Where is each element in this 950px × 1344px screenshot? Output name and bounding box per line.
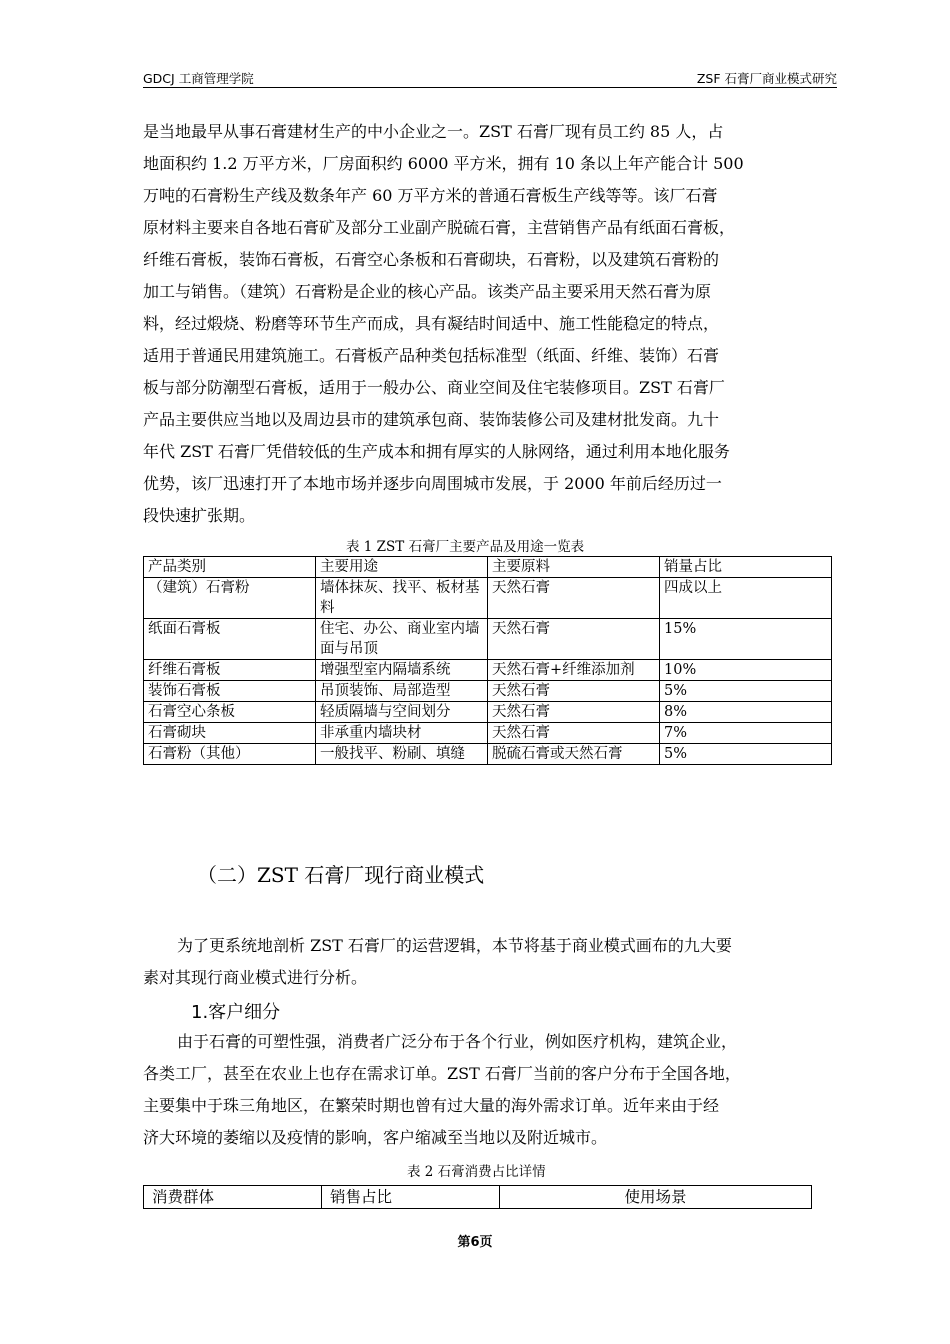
table-header-row <box>144 557 832 578</box>
customer-paragraph <box>143 1026 843 1154</box>
share-cell: 15% <box>660 619 832 660</box>
text-line: 主要集中于珠三角地区，在繁荣时期也曾有过大量的海外需求订单。近年来由于经 <box>143 1096 720 1115</box>
product-category-cell: 纸面石膏板 <box>144 619 316 660</box>
text-line: 年代 ZST 石膏厂凭借较低的生产成本和拥有厚实的人脉网络，通过利用本地化服务 <box>143 442 730 461</box>
text-line: 素对其现行商业模式进行分析。 <box>143 968 368 987</box>
text-line: 原材料主要来自各地石膏矿及部分工业副产脱硫石膏，主营销售产品有纸面石膏板， <box>143 218 736 237</box>
usage-cell: 非承重内墙块材 <box>316 723 488 744</box>
text-line: 由于石膏的可塑性强，消费者广泛分布于各个行业，例如医疗机构，建筑企业， <box>177 1032 738 1051</box>
usage-cell: 住宅、办公、商业室内墙面与吊顶 <box>316 619 488 660</box>
table-header-row <box>144 1186 812 1209</box>
material-cell: 天然石膏 <box>488 723 660 744</box>
header-cell: 产品类别 <box>144 557 316 578</box>
product-category-cell: 石膏砌块 <box>144 723 316 744</box>
table-row <box>144 619 832 660</box>
text-line: 优势，该厂迅速打开了本地市场并逐步向周围城市发展，于 2000 年前后经历过一 <box>143 474 722 493</box>
product-category-cell: （建筑）石膏粉 <box>144 578 316 619</box>
header-cell: 消费群体 <box>144 1186 322 1209</box>
share-cell: 5% <box>660 681 832 702</box>
text-line: 适用于普通民用建筑施工。石膏板产品种类包括标准型（纸面、纤维、装饰）石膏 <box>143 346 720 365</box>
product-category-cell: 纤维石膏板 <box>144 660 316 681</box>
text-line: 料，经过煅烧、粉磨等环节生产而成，具有凝结时间适中、施工性能稳定的特点， <box>143 314 720 333</box>
header-right-text: ZSF 石膏厂商业模式研究 <box>696 71 837 86</box>
table2-caption: 表 2 石膏消费占比详情 <box>407 1164 546 1180</box>
table-row <box>144 578 832 619</box>
table-row <box>144 660 832 681</box>
product-category-cell: 石膏空心条板 <box>144 702 316 723</box>
text-line: 各类工厂，甚至在农业上也存在需求订单。ZST 石膏厂当前的客户分布于全国各地， <box>143 1064 741 1083</box>
products-table <box>143 556 832 765</box>
intro-paragraph <box>143 116 843 532</box>
header-cell: 主要原料 <box>488 557 660 578</box>
page-header <box>143 67 837 88</box>
text-line: 为了更系统地剖析 ZST 石膏厂的运营逻辑，本节将基于商业模式画布的九大要 <box>177 936 732 955</box>
header-cell: 销量占比 <box>660 557 832 578</box>
share-cell: 7% <box>660 723 832 744</box>
text-line: 万吨的石膏粉生产线及数条年产 60 万平方米的普通石膏板生产线等等。该厂石膏 <box>143 186 718 205</box>
header-cell: 主要用途 <box>316 557 488 578</box>
share-cell: 8% <box>660 702 832 723</box>
usage-cell: 增强型室内隔墙系统 <box>316 660 488 681</box>
usage-cell: 轻质隔墙与空间划分 <box>316 702 488 723</box>
table-row <box>144 723 832 744</box>
material-cell: 脱硫石膏或天然石膏 <box>488 744 660 765</box>
text-line: 加工与销售。（建筑）石膏粉是企业的核心产品。该类产品主要采用天然石膏为原 <box>143 282 712 301</box>
text-line: 济大环境的萎缩以及疫情的影响，客户缩减至当地以及附近城市。 <box>143 1128 608 1147</box>
header-left-text: GDCJ 工商管理学院 <box>143 71 254 86</box>
product-category-cell: 装饰石膏板 <box>144 681 316 702</box>
usage-cell: 墙体抹灰、找平、板材基料 <box>316 578 488 619</box>
text-line: 产品主要供应当地以及周边县市的建筑承包商、装饰装修公司及建材批发商。九十 <box>143 410 720 429</box>
text-line: 地面积约 1.2 万平方米，厂房面积约 6000 平方米，拥有 10 条以上年产能合计 500 <box>143 154 744 173</box>
text-line: 板与部分防潮型石膏板，适用于一般办公、商业空间及住宅装修项目。ZST 石膏厂 <box>143 378 725 397</box>
table-row <box>144 681 832 702</box>
material-cell: 天然石膏 <box>488 681 660 702</box>
header-cell: 销售占比 <box>322 1186 500 1209</box>
material-cell: 天然石膏 <box>488 578 660 619</box>
text-line: 纤维石膏板，装饰石膏板，石膏空心条板和石膏砌块，石膏粉，以及建筑石膏粉的 <box>143 250 720 269</box>
table1-caption: 表 1 ZST 石膏厂主要产品及用途一览表 <box>346 539 585 555</box>
material-cell: 天然石膏 <box>488 619 660 660</box>
text-line: 是当地最早从事石膏建材生产的中小企业之一。ZST 石膏厂现有员工约 85 人，占 <box>143 122 724 141</box>
section-paragraph <box>143 930 843 994</box>
share-cell: 10% <box>660 660 832 681</box>
text-line: 段快速扩张期。 <box>143 506 256 525</box>
table-row <box>144 702 832 723</box>
table-row <box>144 744 832 765</box>
page-number: 第6页 <box>457 1235 493 1250</box>
section-heading: （二）ZST 石膏厂现行商业模式 <box>197 863 485 887</box>
consumption-table <box>143 1185 812 1209</box>
material-cell: 天然石膏 <box>488 702 660 723</box>
subsection-heading: 1.客户细分 <box>191 1002 281 1023</box>
usage-cell: 一般找平、粉刷、填缝 <box>316 744 488 765</box>
share-cell: 四成以上 <box>660 578 832 619</box>
header-cell: 使用场景 <box>500 1186 812 1209</box>
material-cell: 天然石膏+纤维添加剂 <box>488 660 660 681</box>
usage-cell: 吊顶装饰、局部造型 <box>316 681 488 702</box>
share-cell: 5% <box>660 744 832 765</box>
product-category-cell: 石膏粉（其他） <box>144 744 316 765</box>
